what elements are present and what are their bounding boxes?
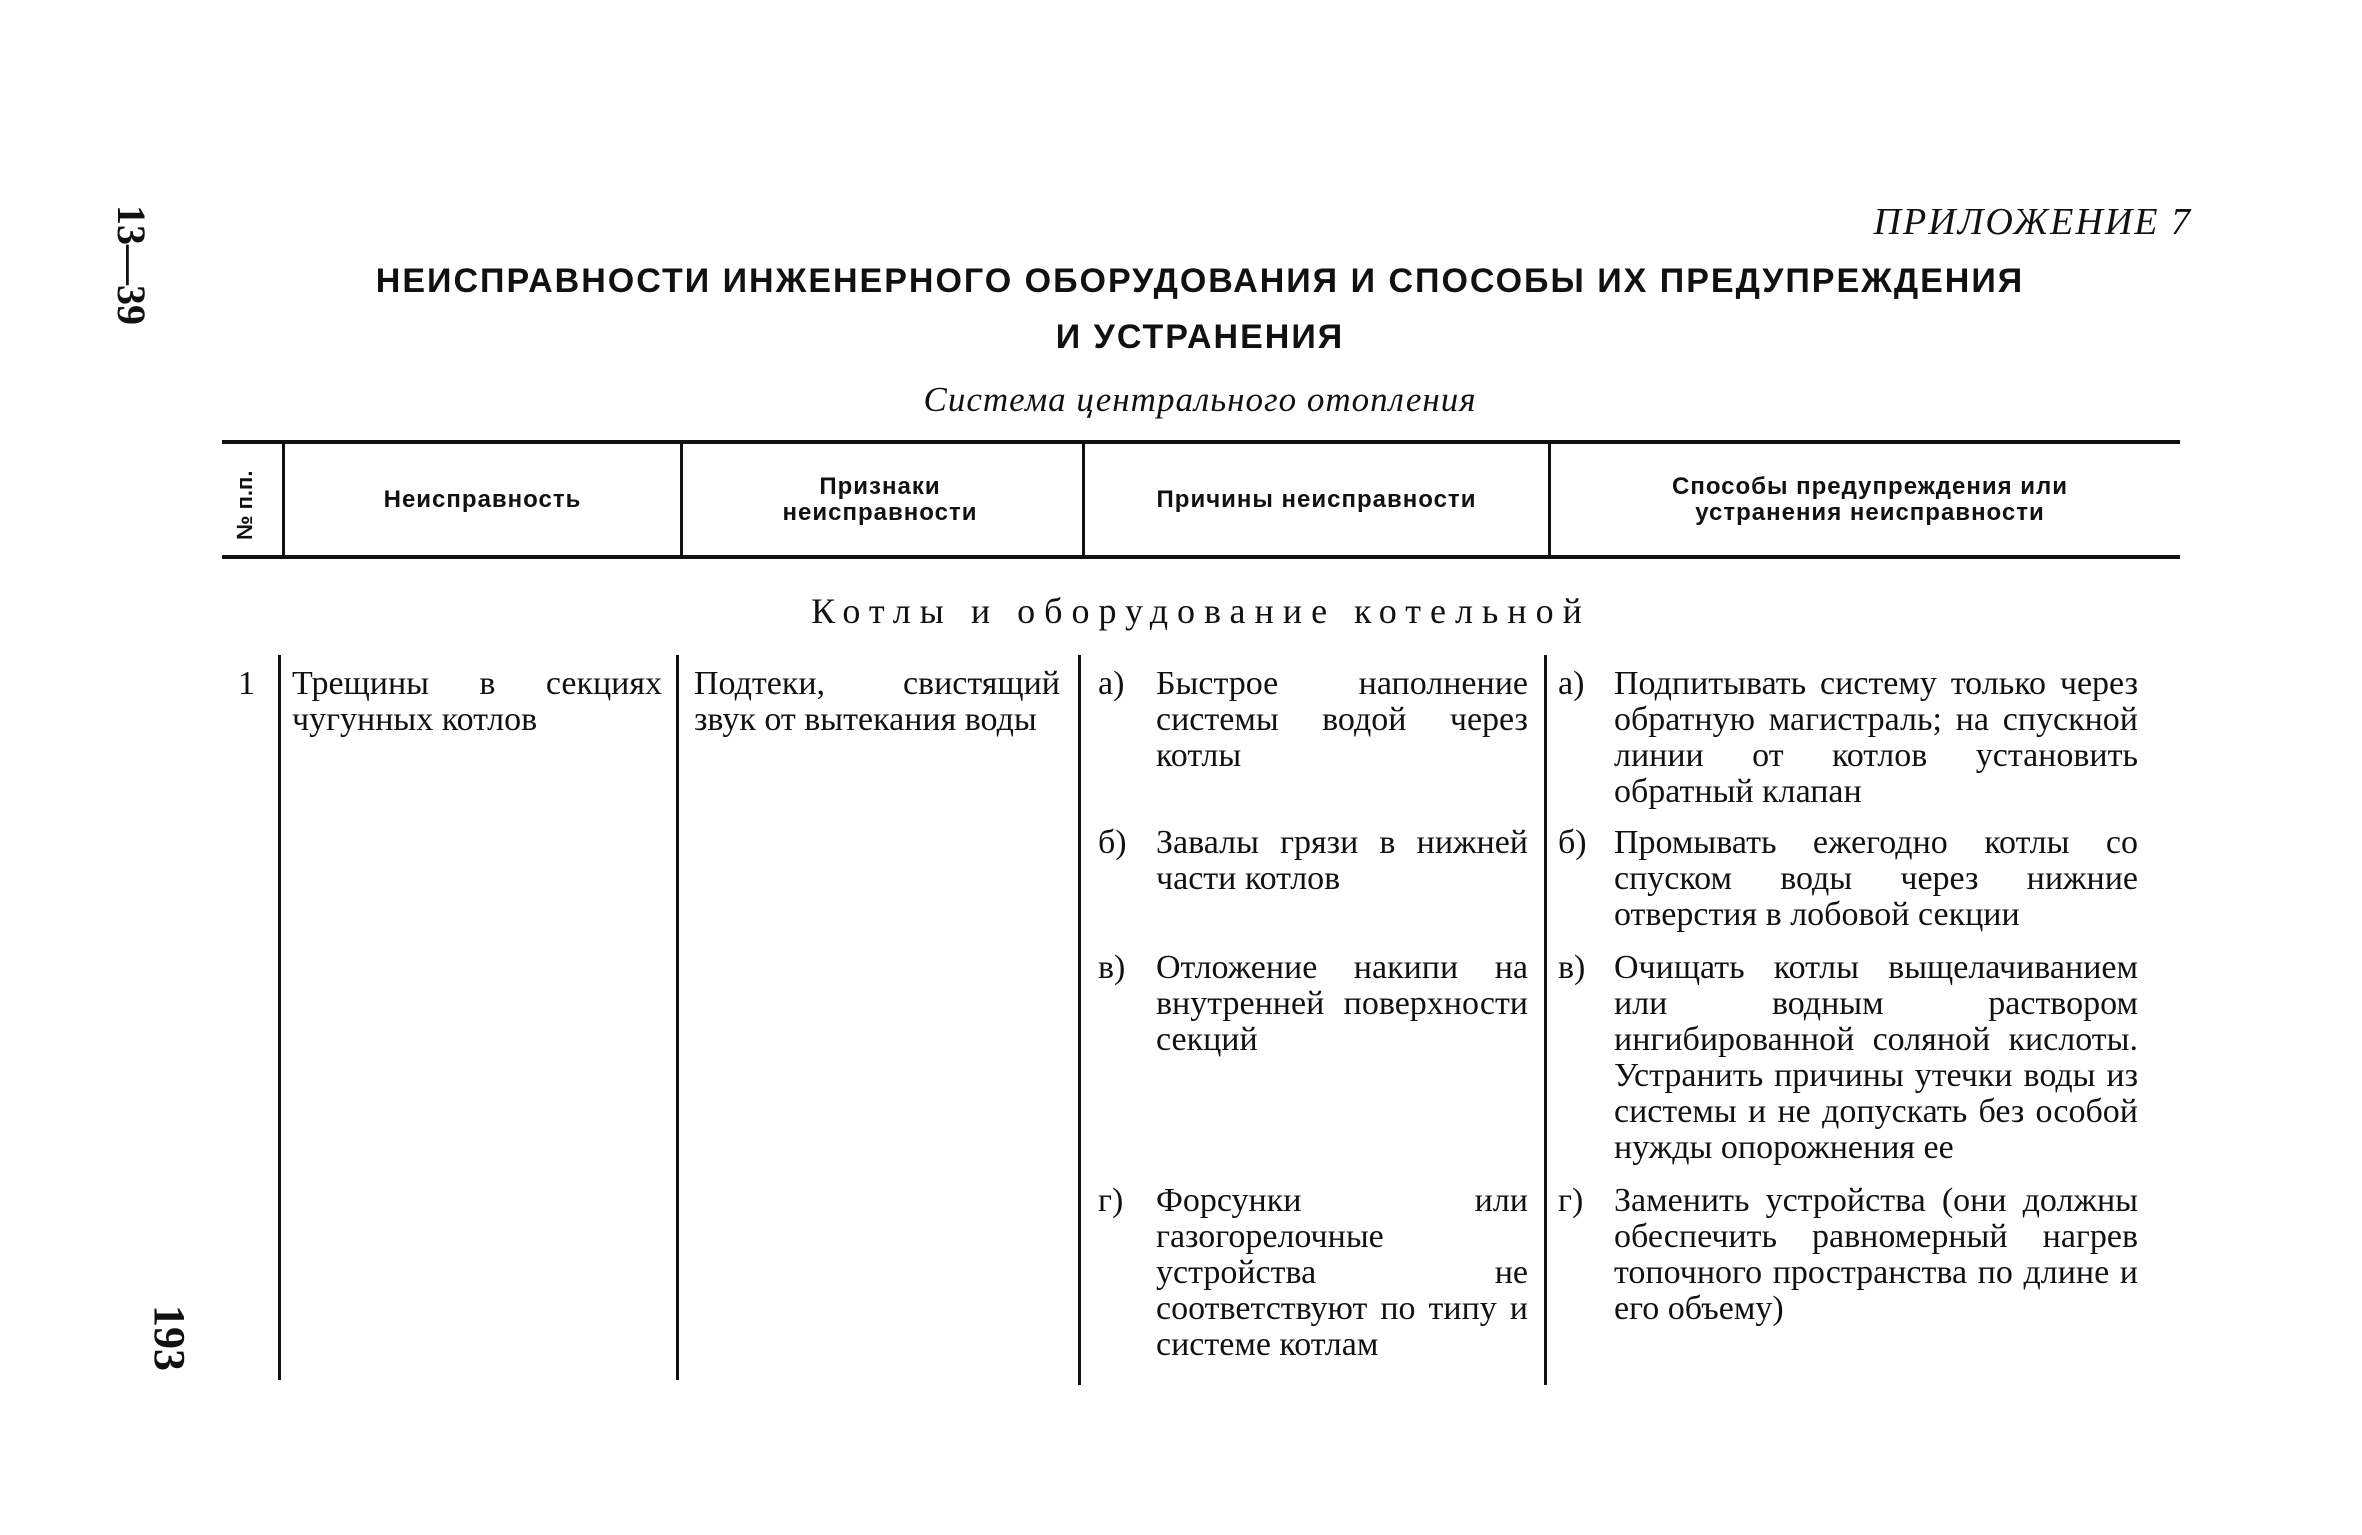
column-header-number: № п.п. (232, 470, 257, 540)
cause-text: Быстрое наполнение системы водой через котлы (1156, 665, 1528, 774)
fault-cell: Трещины в секциях чугунных котлов (292, 665, 662, 738)
body-divider (1078, 655, 1081, 1385)
cause-label: г) (1098, 1182, 1124, 1219)
page-title-line2: И УСТРАНЕНИЯ (1055, 318, 1345, 356)
body-divider (278, 655, 281, 1380)
table-header-bottom-rule (222, 555, 2180, 559)
cause-label: в) (1098, 949, 1126, 986)
cause-item (1098, 825, 1528, 897)
header-divider (1548, 444, 1551, 555)
page-subtitle: Система центрального отопления (923, 380, 1477, 419)
cause-item (1098, 950, 1528, 1058)
method-label: б) (1558, 824, 1587, 861)
method-text: Подпитывать систему только через обратную магистраль; на спускной линии от котлов установить обратный клапан (1614, 665, 2138, 810)
method-label: г) (1558, 1182, 1584, 1219)
header-divider (680, 444, 683, 555)
method-item (1558, 1183, 2138, 1327)
column-header-methods: Способы предупреждения или устранения неисправности (1671, 473, 2068, 526)
column-header-causes: Причины неисправности (1156, 486, 1477, 513)
page-title-line1: НЕИСПРАВНОСТИ ИНЖЕНЕРНОГО ОБОРУДОВАНИЯ И СПОСОБЫ ИХ ПРЕДУПРЕЖДЕНИЯ (375, 262, 2025, 300)
method-item (1558, 666, 2138, 810)
cause-item (1098, 666, 1528, 774)
method-text: Промывать ежегодно котлы со спуском воды через нижние отверстия в лобовой секции (1614, 824, 2138, 933)
document-code: 13—39 (109, 205, 154, 325)
cause-label: б) (1098, 824, 1127, 861)
column-header-fault: Неисправность (383, 486, 582, 513)
cause-item (1098, 1183, 1528, 1363)
appendix-label: ПРИЛОЖЕНИЕ 7 (1873, 201, 2192, 243)
method-label: а) (1558, 665, 1585, 702)
method-item (1558, 950, 2138, 1166)
method-text: Заменить устройства (они должны обеспечить равномерный нагрев топочного пространства по длине и его объему) (1614, 1182, 2138, 1327)
method-label: в) (1558, 949, 1586, 986)
column-header-signs: Признаки неисправности (782, 473, 978, 526)
table-top-rule (222, 440, 2180, 444)
body-divider (1544, 655, 1547, 1385)
cause-text: Форсунки или газогорелочные устройства не соответствуют по типу и системе котлам (1156, 1182, 1528, 1363)
signs-cell: Подтеки, свистящий звук от вытекания воды (694, 665, 1060, 738)
row-number: 1 (238, 665, 255, 702)
method-item (1558, 825, 2138, 933)
cause-label: а) (1098, 665, 1125, 702)
page-number: 193 (145, 1305, 194, 1371)
method-text: Очищать котлы выщелачиванием или водным раствором ингибированной соляной кислоты. Устранить причины утечки воды из системы и не допускать без особой нужды опорожнения ее (1614, 949, 2138, 1166)
cause-text: Завалы грязи в нижней части котлов (1156, 824, 1528, 897)
body-divider (676, 655, 679, 1380)
cause-text: Отложение накипи на внутренней поверхности секций (1156, 949, 1528, 1058)
section-title: Котлы и оборудование котельной (811, 591, 1591, 631)
